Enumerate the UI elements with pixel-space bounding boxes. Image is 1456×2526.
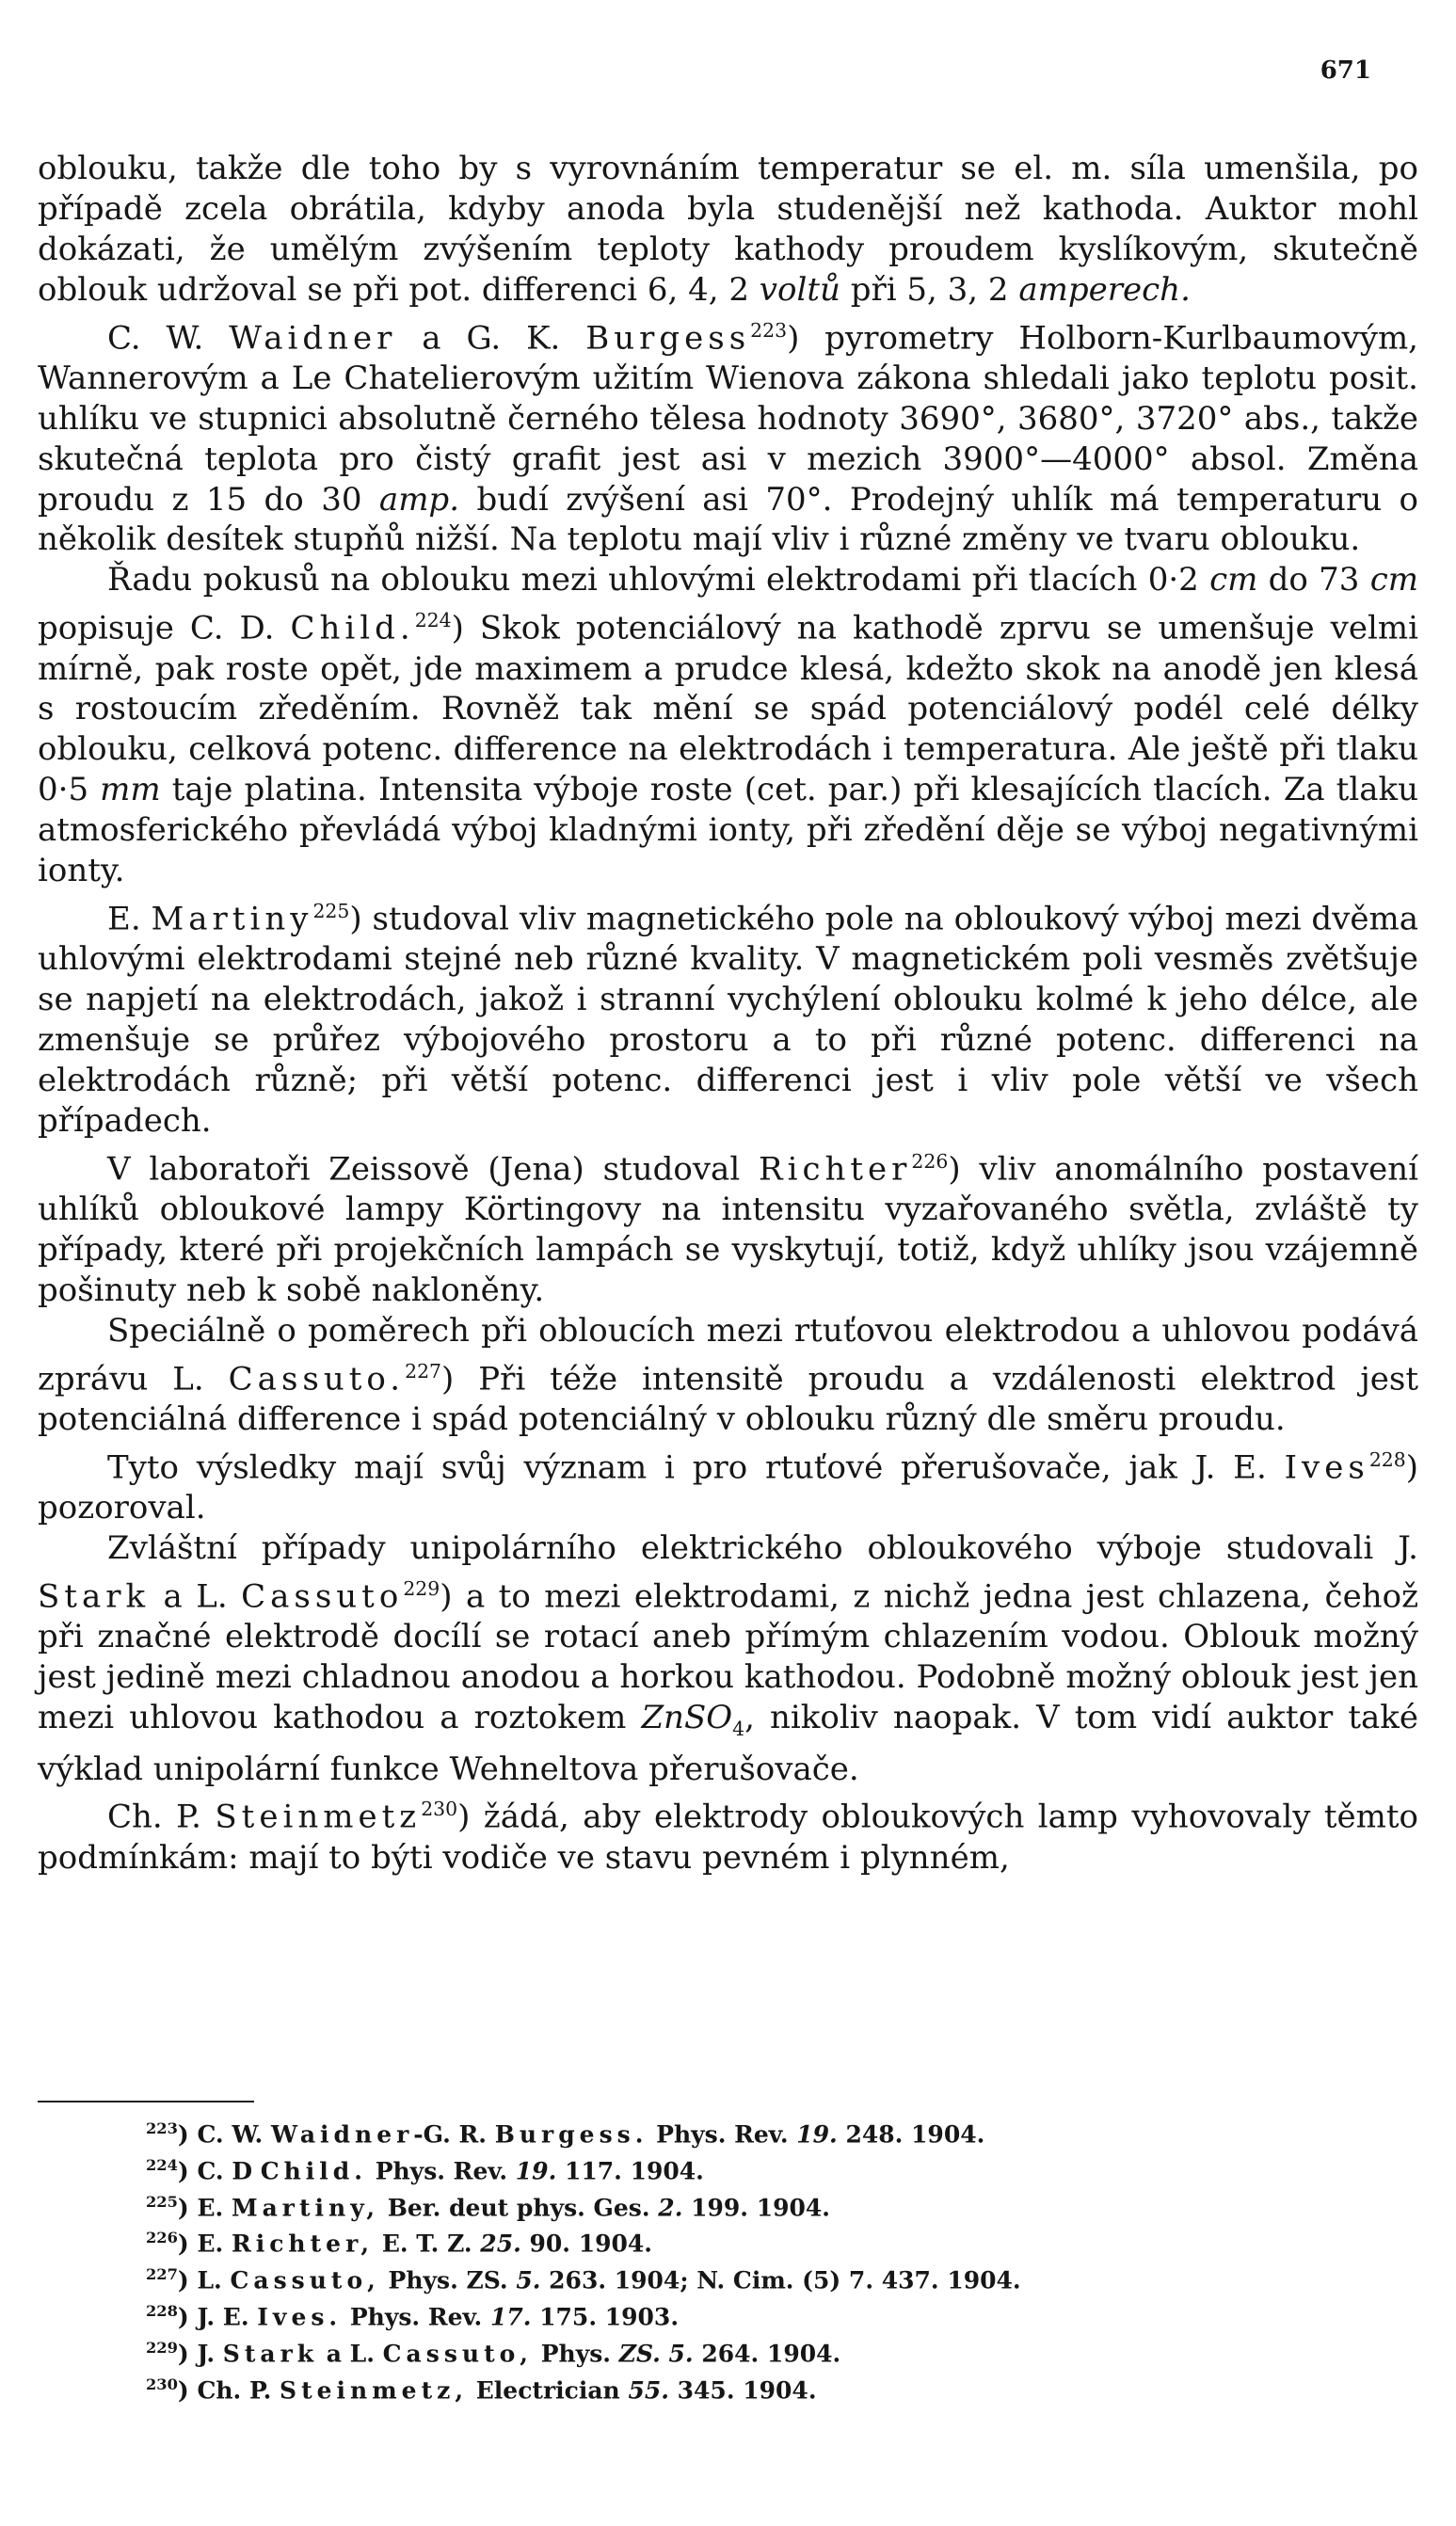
author-name: Cassuto, — [230, 2266, 380, 2294]
text-run: -G. R. — [413, 2120, 495, 2149]
paragraph — [38, 1142, 1418, 1311]
text-run: a L. — [318, 2340, 383, 2368]
text-run: amp. — [378, 480, 460, 519]
text-run: taje platina. Intensita výboje roste (cet. par.) při klesajících tlacích. Za tlaku atmosferického převládá výboj kladnými ionty, při zředění děje se výboj negativnými ionty. — [38, 771, 1418, 890]
text-run: ) žádá, aby elektrody obloukových lamp vyhovovaly těmto podmínkám: mají to býti vodiče ve stavu pevném i plynném, — [38, 1798, 1418, 1877]
author-name: Waidner — [229, 318, 397, 357]
author-name: Steinmetz — [215, 1798, 422, 1836]
text-run: voltů — [759, 270, 840, 309]
footnote-ref: 223 — [750, 318, 788, 342]
footnote-ref: 228 — [1368, 1447, 1406, 1471]
author-name: Cassuto, — [382, 2340, 534, 2368]
paragraph — [38, 1789, 1418, 1878]
text-run: při 5, 3, 2 — [840, 270, 1019, 309]
text-run: ) studoval vliv magnetického pole na obloukový výboj mezi dvěma uhlovými elektrodami stejné neb různé kvality. V magnetickém poli vesměs zvětšuje se napjetí na elektrodách, jakož i stranní vychýlení oblouku kolmé k jeho délce, ale zmenšuje se průřez výbojového prostoru a to při různé potenc. differenci na elektrodách různě; při větší potenc. differenci jest i vliv pole větší ve všech případech. — [38, 900, 1418, 1140]
text-run: ) vliv anomálního postavení uhlíků obloukové lampy Körtingovy na intensitu vyzařovaného světla, zvláště ty případy, které při projekčních lampách se vyskytují, totiž, když uhlíky jsou vzájemně pošinuty neb k sobě nakloněny. — [38, 1150, 1418, 1309]
author-name: Richter — [758, 1150, 912, 1189]
author-name: Child. — [260, 2157, 367, 2185]
author-name: Steinmetz, — [280, 2376, 469, 2405]
paragraph — [38, 560, 1418, 891]
paragraph — [38, 891, 1418, 1142]
text-run: Ber. deut phys. Ges. — [379, 2193, 659, 2221]
text-run: Tyto výsledky mají svůj význam i pro rtuťové přerušovače, jak J. E. — [107, 1448, 1285, 1487]
page-number: 671 — [1320, 56, 1371, 85]
text-run: ) Při téže intensitě proudu a vzdálenosti elektrod jest potenciálná difference i spád potenciálný v oblouku různý dle směru proudu. — [38, 1359, 1419, 1438]
text-run: oblouku, takže dle toho by s vyrovnáním temperatur se el. m. síla umenšila, po případě zcela obrátila, kdyby anoda byla studenější než kathoda. Auktor mohl dokázati, že umělým zvýšením teploty kathody proudem kyslíkovým, skutečně oblouk udržoval se při pot. differenci 6, 4, 2 — [38, 150, 1418, 309]
author-name: Martiny — [151, 900, 313, 938]
author-name: Richter, — [231, 2230, 375, 2258]
text-run: ) Skok potenciálový na kathodě zprvu se umenšuje velmi mírně, pak roste opět, jde maximem a prudce klesá, kdežto skok na anodě jen klesá s rostoucím zředěním. Rovněž tak mění se spád potenciálový podél celé délky oblouku, celková potenc. difference na elektrodách i temperatura. Ale ještě při tlaku 0·5 — [38, 609, 1418, 809]
text-run: Ch. P. — [197, 2376, 280, 2405]
text-run: J. E. — [197, 2303, 258, 2331]
footnote-number: 228 — [146, 2302, 178, 2321]
text-run: 17. — [489, 2303, 532, 2331]
author-name: Cassuto. — [228, 1359, 406, 1398]
footnote-item: $^{228}$) J. E. Ives. Phys. Rev. 17. 175. 1903. — [146, 2302, 680, 2331]
text-run: Phys. Rev. — [342, 2303, 490, 2331]
text-run: 199. 1904. — [682, 2193, 830, 2221]
text-run: E. T. Z. — [374, 2230, 481, 2258]
text-run: Phys. Rev. — [366, 2157, 516, 2185]
text-run: J. — [197, 2340, 223, 2368]
footnote-ref: 226 — [911, 1149, 949, 1173]
footnote-item: $^{229}$) J. Stark a L. Cassuto, Phys. ZS. 5. 264. 1904. — [146, 2338, 841, 2368]
footnote-ref: 225 — [312, 899, 350, 922]
text-run: 175. 1903. — [531, 2303, 680, 2331]
text-run: Řadu pokusů na oblouku mezi uhlovými elektrodami při tlacích 0·2 — [107, 561, 1210, 600]
text-run: ) pozoroval. — [38, 1448, 1418, 1527]
text-run: ) a to mezi elektrodami, z nichž jedna jest chlazena, čehož při značné elektrodě docílí se rotací aneb přímým chlazením vodou. Oblouk možný jest jedině mezi chladnou anodou a horkou kathodou. Podobně možný oblouk jest jen mezi uhlovou kathodou a roztokem — [38, 1577, 1418, 1736]
text-run: 19. — [796, 2120, 838, 2149]
footnote-number: 229 — [146, 2338, 178, 2357]
footnote-number: 223 — [146, 2119, 178, 2137]
text-run: mm — [100, 771, 161, 809]
footnote-item: $^{225}$) E. Martiny, Ber. deut phys. Ges. 2. 199. 1904. — [146, 2192, 830, 2221]
text-run: 55. — [628, 2376, 669, 2405]
footnote-number: 225 — [146, 2192, 178, 2211]
text-run: popisuje C. D. — [38, 609, 291, 647]
author-name: Ives. — [257, 2303, 343, 2331]
text-run: V laboratoři Zeissově (Jena) studoval — [107, 1150, 759, 1189]
author-name: Ives — [1284, 1448, 1369, 1487]
text-run: 248. 1904. — [837, 2120, 985, 2149]
paragraph — [38, 1528, 1418, 1790]
footnote-number: 227 — [146, 2265, 178, 2284]
author-name: Burgess. — [494, 2120, 648, 2149]
footnote-item: $^{223}$) C. W. Waidner-G. R. Burgess. Phys. Rev. 19. 248. 1904. — [146, 2119, 985, 2149]
text-run: E. — [197, 2193, 232, 2221]
footnote-item: $^{226}$) E. Richter, E. T. Z. 25. 90. 1904. — [146, 2229, 652, 2258]
text-run: C. D — [197, 2157, 261, 2185]
text-run: 264. 1904. — [693, 2340, 841, 2368]
paragraph — [38, 149, 1418, 311]
text-run: Phys. ZS. — [379, 2266, 517, 2294]
text-run: E. — [107, 900, 152, 938]
author-name: Stark — [222, 2340, 319, 2368]
text-run: E. — [197, 2230, 232, 2258]
text-run: 2. — [658, 2193, 683, 2221]
footnote-ref: 229 — [403, 1576, 440, 1600]
footnote-item: $^{227}$) L. Cassuto, Phys. ZS. 5. 263. 1904; N. Cim. (5) 7. 437. 1904. — [146, 2265, 1021, 2294]
paragraph — [38, 1311, 1418, 1440]
author-name: Waidner — [270, 2120, 414, 2149]
text-run: ZS. 5. — [618, 2340, 694, 2368]
text-run: C. W. — [107, 318, 230, 357]
text-run: Zvláštní případy unipolárního elektrického obloukového výboje studovali J. — [107, 1528, 1418, 1567]
author-name: Martiny, — [231, 2193, 380, 2221]
text-run: budí zvýšení asi 70°. Prodejný uhlík má temperaturu o několik desítek stupňů nižší. Na teplotu mají vliv i různé změny ve tvaru oblouku. — [38, 480, 1418, 559]
text-run: 25. — [480, 2230, 521, 2258]
text-run: 263. 1904; N. Cim. (5) 7. 437. 1904. — [540, 2266, 1021, 2294]
footnote-ref: 230 — [421, 1798, 458, 1821]
text-run: 5. — [516, 2266, 541, 2294]
text-run: a L. — [150, 1577, 242, 1616]
text-run: a G. K. — [396, 318, 586, 357]
text-run: Ch. P. — [107, 1798, 216, 1836]
paragraph — [38, 1440, 1418, 1528]
text-run: 90. 1904. — [520, 2230, 652, 2258]
text-run: ) pyrometry Holborn-Kurlbaumovým, Wannerovým a Le Chatelierovým užitím Wienova zákona shledali jako teplotu posit. uhlíku ve stupnici absolutně černého tělesa hodnoty 3690°, 3680°, 3720° abs., takže skutečná teplota pro čistý grafit jest asi v mezich 3900°—4000° absol. Změna proudu z 15 do 30 — [38, 318, 1418, 519]
text-run: C. W. — [197, 2120, 271, 2149]
text-run: cm — [1369, 561, 1419, 600]
text-run: Phys. Rev. — [648, 2120, 797, 2149]
footnote-divider — [38, 2101, 254, 2102]
text-run: 4 — [732, 1717, 745, 1740]
text-run: L. — [197, 2266, 231, 2294]
author-name: Cassuto — [241, 1577, 404, 1616]
text-run: ZnSO — [641, 1698, 733, 1736]
text-run: 117. 1904. — [556, 2157, 704, 2185]
text-run: cm — [1209, 561, 1258, 600]
author-name: Burgess — [585, 318, 751, 357]
footnote-ref: 227 — [405, 1359, 442, 1383]
text-run: amperech. — [1018, 270, 1191, 309]
text-run: do 73 — [1257, 561, 1370, 600]
author-name: Child. — [290, 609, 415, 647]
footnote-ref: 224 — [414, 609, 452, 632]
text-run: Speciálně o poměrech při obloucích mezi rtuťovou elektrodou a uhlovou podává zprávu L. — [38, 1311, 1418, 1398]
footnote-item: $^{230}$) Ch. P. Steinmetz, Electrician 55. 345. 1904. — [146, 2374, 817, 2405]
footnote-number: 224 — [146, 2155, 178, 2174]
author-name: Stark — [38, 1577, 151, 1616]
footnote-item: $^{224}$) C. D Child. Phys. Rev. 19. 117. 1904. — [146, 2155, 704, 2185]
footnote-number: 230 — [146, 2374, 178, 2393]
text-run: Electrician — [468, 2376, 629, 2405]
text-run: , nikoliv naopak. V tom vidí auktor také výklad unipolární funkce Wehneltova přerušovače. — [38, 1698, 1418, 1788]
footnotes — [146, 2114, 1418, 2406]
text-run: Phys. — [533, 2340, 619, 2368]
footnote-number: 226 — [146, 2229, 178, 2247]
text-run: 345. 1904. — [668, 2376, 817, 2405]
text-run: 19. — [515, 2157, 557, 2185]
paragraph — [38, 311, 1418, 561]
body-text — [38, 149, 1418, 1879]
